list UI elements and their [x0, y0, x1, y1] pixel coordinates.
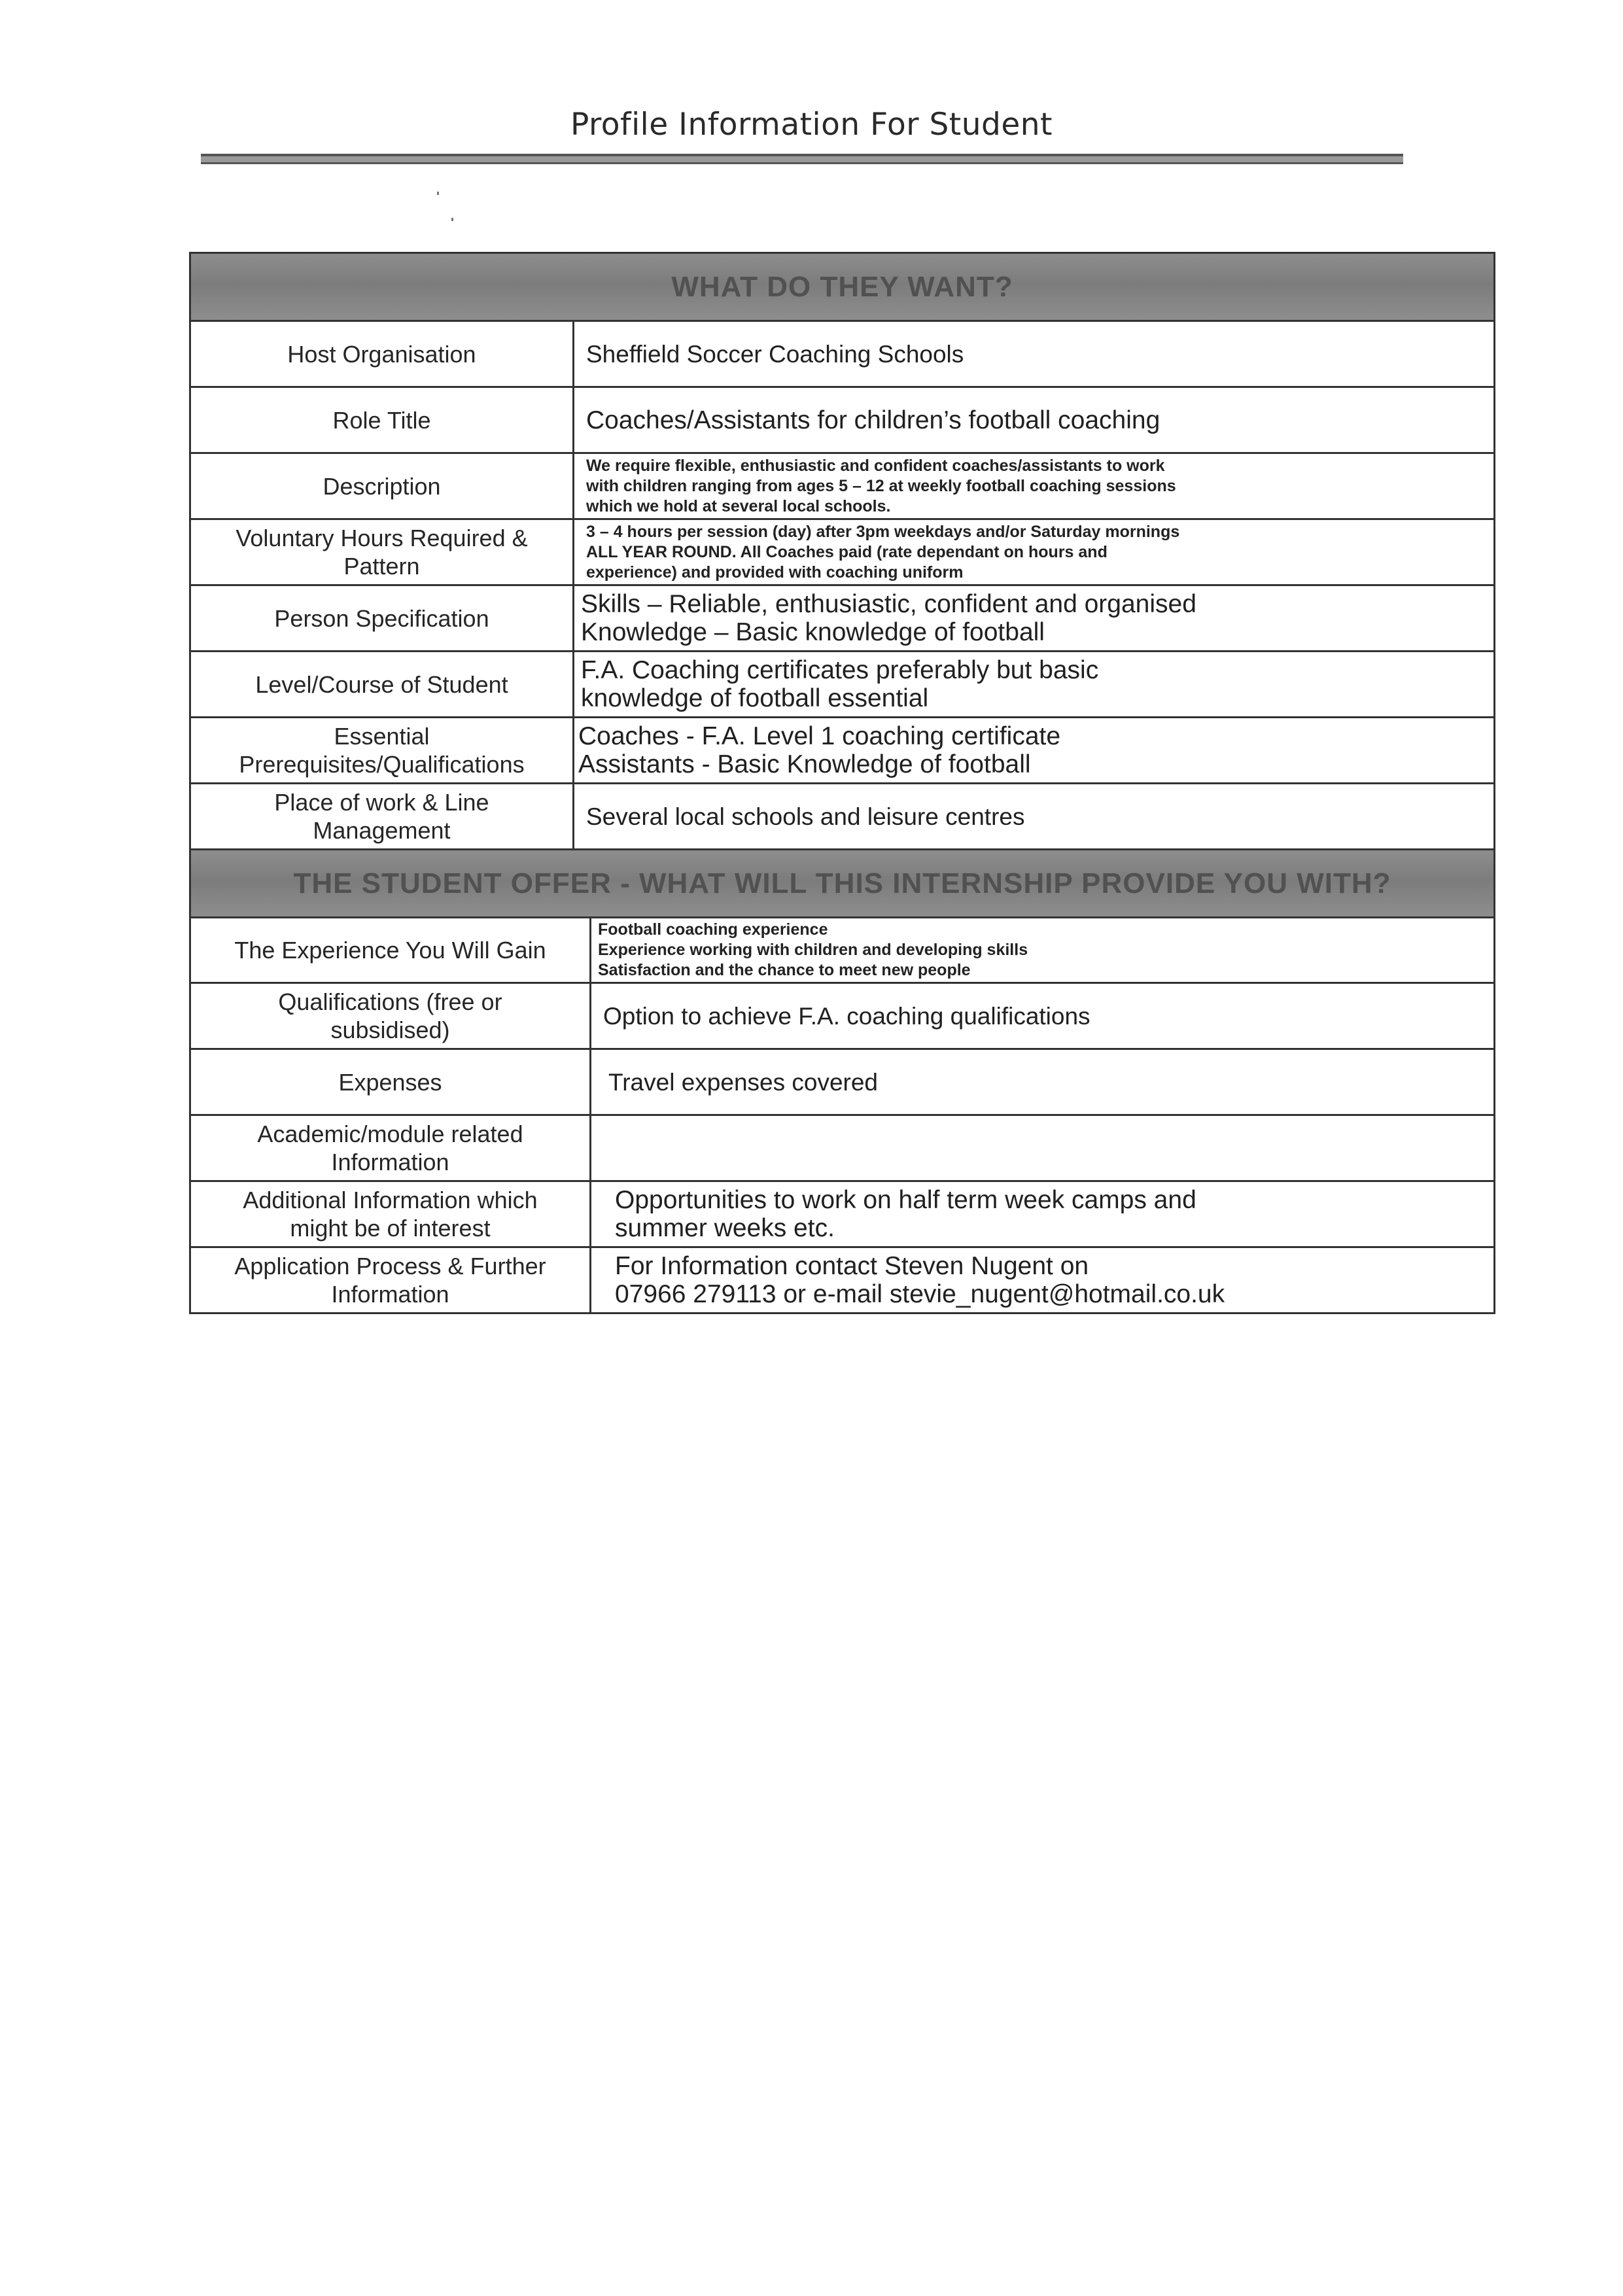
value-line: Satisfaction and the chance to meet new people [598, 961, 971, 979]
table-row [190, 1181, 1495, 1247]
label-line: Qualifications (free or [278, 988, 502, 1015]
value-line: which we hold at several local schools. [586, 496, 891, 515]
row-value [574, 321, 1495, 387]
label-line: Voluntary Hours Required & [236, 525, 528, 551]
value-line: Sheffield Soccer Coaching Schools [586, 340, 964, 368]
value-line: ALL YEAR ROUND. All Coaches paid (rate dependant on hours and [586, 542, 1108, 561]
table-row [190, 1247, 1495, 1313]
title-rule [201, 154, 1403, 164]
label-line: Additional Information which [243, 1187, 538, 1213]
table-row [190, 519, 1495, 585]
value-line: Option to achieve F.A. coaching qualifications [603, 1002, 1091, 1030]
section-header-row [190, 253, 1495, 321]
table-row [190, 784, 1495, 850]
row-label: Expenses [190, 1049, 591, 1115]
row-label: Host Organisation [190, 321, 574, 387]
section-header: THE STUDENT OFFER - WHAT WILL THIS INTERNSHIP PROVIDE YOU WITH? [190, 850, 1495, 918]
row-value [574, 585, 1495, 652]
value-line: Knowledge – Basic knowledge of football [581, 618, 1045, 646]
row-value [591, 1247, 1495, 1313]
value-line: with children ranging from ages 5 – 12 at weekly football coaching sessions [586, 476, 1176, 495]
row-label: Level/Course of Student [190, 652, 574, 718]
value-line: Experience working with children and developing skills [598, 941, 1028, 959]
row-value [574, 652, 1495, 718]
row-label [190, 519, 574, 585]
value-line: Skills – Reliable, enthusiastic, confident and organised [581, 590, 1196, 618]
value-line: For Information contact Steven Nugent on [615, 1252, 1089, 1280]
label-line: Essential [334, 723, 430, 750]
row-label [190, 1247, 591, 1313]
value-line: summer weeks etc. [615, 1214, 835, 1242]
profile-table [189, 252, 1495, 1314]
table-row [190, 918, 1495, 983]
label-line: Management [313, 817, 451, 844]
label-line: Place of work & Line [274, 789, 489, 816]
label-line: might be of interest [290, 1215, 491, 1242]
row-label: The Experience You Will Gain [190, 918, 591, 983]
label-line: Information [331, 1281, 449, 1308]
row-value [591, 983, 1495, 1049]
value-line: Several local schools and leisure centres [586, 803, 1025, 830]
row-value [574, 453, 1495, 519]
label-line: Prerequisites/Qualifications [239, 751, 525, 778]
label-line: Application Process & Further [234, 1253, 546, 1279]
value-line: We require flexible, enthusiastic and confident coaches/assistants to work [586, 456, 1165, 475]
value-line: experience) and provided with coaching uniform [586, 563, 964, 582]
row-label [190, 1181, 591, 1247]
value-line: Opportunities to work on half term week camps and [615, 1186, 1196, 1214]
value-line: knowledge of football essential [581, 684, 929, 712]
table-row [190, 585, 1495, 652]
table-row [190, 387, 1495, 453]
row-label [190, 1115, 591, 1181]
value-line: 3 – 4 hours per session (day) after 3pm weekdays and/or Saturday mornings [586, 522, 1180, 541]
row-label: Person Specification [190, 585, 574, 652]
row-value [591, 1181, 1495, 1247]
scan-speck [437, 192, 439, 195]
table-row [190, 652, 1495, 718]
row-label [190, 718, 574, 784]
scan-speck [451, 218, 453, 221]
table-row [190, 453, 1495, 519]
label-line: Information [331, 1149, 449, 1175]
label-line: Pattern [343, 553, 420, 580]
row-value [574, 718, 1495, 784]
table-row [190, 1049, 1495, 1115]
value-line: Travel expenses covered [608, 1068, 879, 1096]
row-value-empty [591, 1115, 1495, 1181]
row-value [574, 784, 1495, 850]
table-row [190, 321, 1495, 387]
label-line: Academic/module related [257, 1121, 523, 1147]
table-row [190, 718, 1495, 784]
value-line: 07966 279113 or e-mail stevie_nugent@hotmail.co.uk [615, 1280, 1225, 1308]
value-line: Coaches - F.A. Level 1 coaching certificate [578, 722, 1061, 750]
table-row [190, 1115, 1495, 1181]
row-label: Description [190, 453, 574, 519]
section-header: WHAT DO THEY WANT? [190, 253, 1495, 321]
row-value [591, 1049, 1495, 1115]
row-value [574, 519, 1495, 585]
table-row [190, 983, 1495, 1049]
page-title: Profile Information For Student [570, 107, 1053, 143]
value-line: Assistants - Basic Knowledge of football [578, 750, 1031, 778]
row-value [574, 387, 1495, 453]
value-line: Football coaching experience [598, 920, 828, 939]
value-line: Coaches/Assistants for children’s football coaching [586, 406, 1161, 434]
value-line: F.A. Coaching certificates preferably but basic [581, 656, 1099, 684]
row-label [190, 784, 574, 850]
section-header-row [190, 850, 1495, 918]
row-value [591, 918, 1495, 983]
row-label [190, 983, 591, 1049]
label-line: subsidised) [330, 1017, 450, 1043]
row-label: Role Title [190, 387, 574, 453]
